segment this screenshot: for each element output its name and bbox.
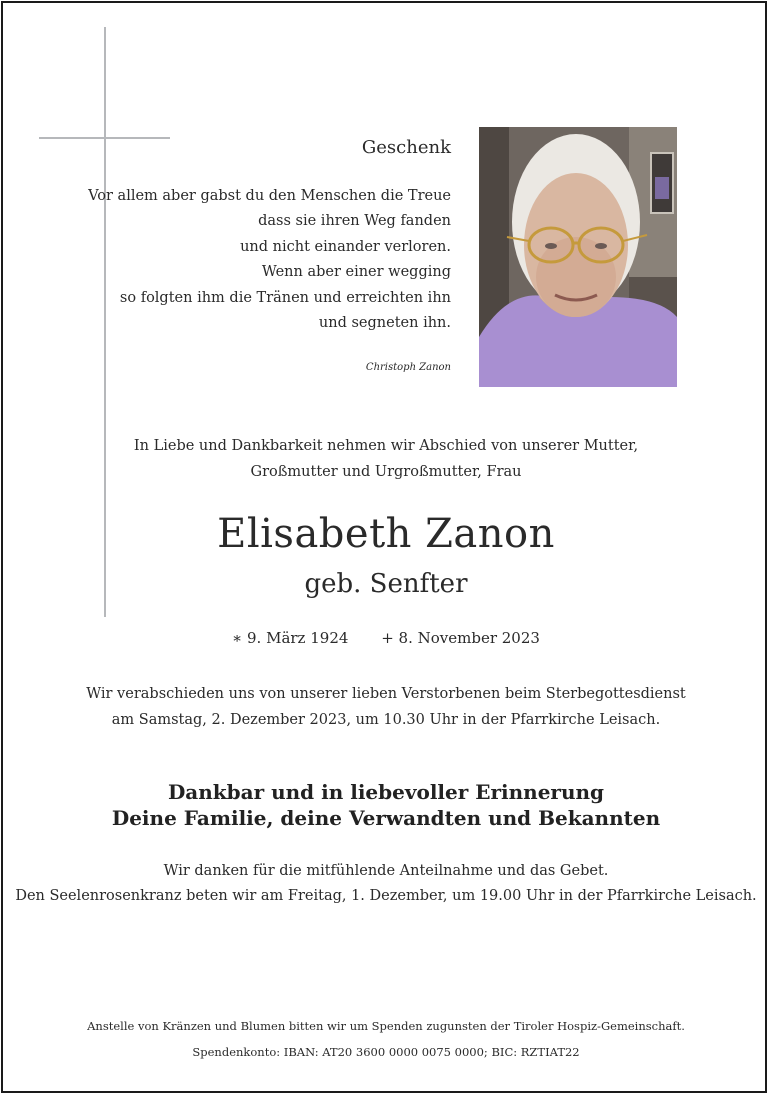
intro-line: Großmutter und Urgroßmutter, Frau (250, 464, 522, 480)
family-line: Dankbar und in liebevoller Erinnerung (167, 780, 605, 804)
death-date: + 8. November 2023 (381, 629, 540, 647)
donation-account: Spendenkonto: IBAN: AT20 3600 0000 0075 0000; BIC: RZTIAT22 (192, 1045, 580, 1059)
poem-line: Wenn aber einer wegging (261, 264, 451, 281)
service-info (3, 681, 768, 733)
poem-title: Geschenk (361, 137, 451, 158)
birth-date: ∗ 9. März 1924 (232, 629, 349, 647)
donation-info (3, 1013, 768, 1065)
intro-text (3, 433, 768, 485)
poem-line: Vor allem aber gabst du den Menschen die Treue (88, 188, 451, 204)
deceased-name: Elisabeth Zanon (217, 511, 555, 557)
thanks-text (3, 859, 768, 909)
poem-line: und segneten ihn. (318, 315, 451, 332)
poem (88, 137, 451, 373)
poem-line: und nicht einander verloren. (240, 238, 451, 255)
poem-line: dass sie ihren Weg fanden (258, 213, 451, 230)
donation-line: Anstelle von Kränzen und Blumen bitten wir um Spenden zugunsten der Tiroler Hospiz-Gemeinschaft. (87, 1019, 685, 1033)
family-line: Deine Familie, deine Verwandten und Bekannten (111, 806, 661, 830)
intro-line: In Liebe und Dankbarkeit nehmen wir Abschied von unserer Mutter, (133, 438, 639, 454)
life-dates (3, 629, 768, 647)
obituary-card (1, 1, 767, 1093)
poem-author: Christoph Zanon (365, 362, 451, 374)
portrait-photo (479, 127, 677, 387)
service-line: Wir verabschieden uns von unserer lieben Verstorbenen beim Sterbegottesdienst (86, 686, 686, 702)
service-line: am Samstag, 2. Dezember 2023, um 10.30 Uhr in der Pfarrkirche Leisach. (111, 712, 661, 728)
thanks-line: Den Seelenrosenkranz beten wir am Freitag, 1. Dezember, um 19.00 Uhr in der Pfarrkirche Leisach. (15, 888, 757, 904)
maiden-name: geb. Senfter (304, 569, 468, 599)
poem-line: so folgten ihm die Tränen und erreichten ihn (119, 289, 451, 306)
thanks-line: Wir danken für die mitfühlende Anteilnahme und das Gebet. (163, 863, 609, 879)
family-signature (3, 779, 768, 831)
